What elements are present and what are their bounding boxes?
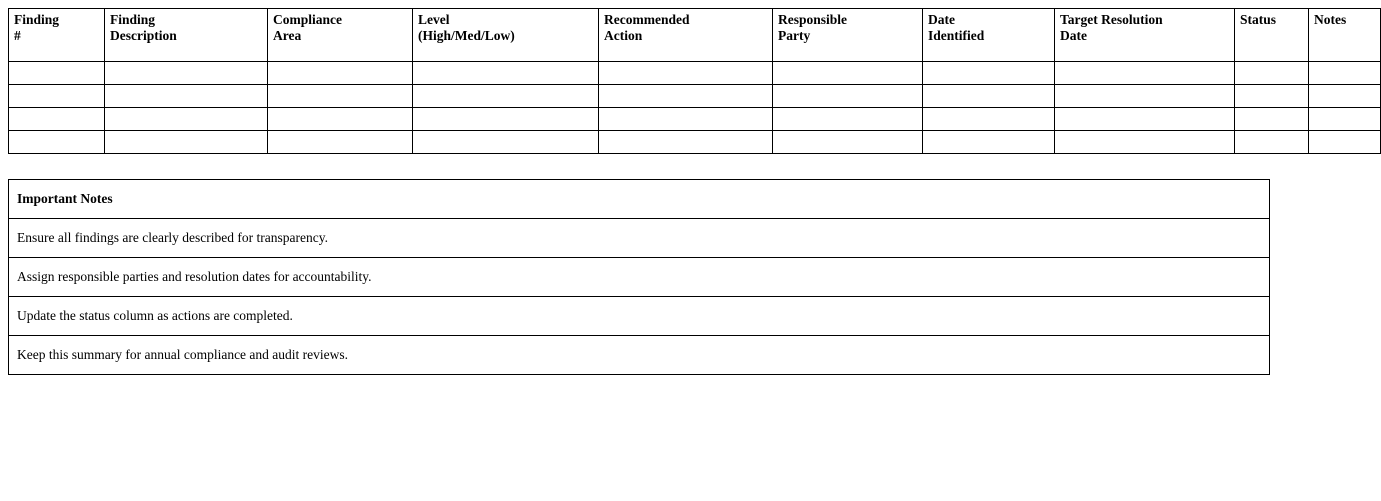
cell-target-resolution-date[interactable] — [1055, 108, 1235, 131]
column-header-responsible-party — [773, 9, 923, 62]
cell-compliance-area[interactable] — [268, 108, 413, 131]
important-note-text: Assign responsible parties and resolution dates for accountability. — [9, 258, 1270, 297]
cell-responsible-party[interactable] — [773, 85, 923, 108]
cell-compliance-area[interactable] — [268, 85, 413, 108]
important-note-text: Ensure all findings are clearly described for transparency. — [9, 219, 1270, 258]
column-header-status — [1235, 9, 1309, 62]
header-line: Compliance — [273, 12, 342, 27]
header-line: (High/Med/Low) — [418, 27, 515, 43]
cell-level[interactable] — [413, 62, 599, 85]
cell-finding-description[interactable] — [105, 108, 268, 131]
column-header-notes — [1309, 9, 1381, 62]
cell-recommended-action[interactable] — [599, 62, 773, 85]
important-notes-header-row — [9, 180, 1270, 219]
important-note-text: Update the status column as actions are completed. — [9, 297, 1270, 336]
cell-date-identified[interactable] — [923, 85, 1055, 108]
important-note-text: Keep this summary for annual compliance and audit reviews. — [9, 336, 1270, 375]
cell-finding-number[interactable] — [9, 131, 105, 154]
cell-recommended-action[interactable] — [599, 85, 773, 108]
cell-target-resolution-date[interactable] — [1055, 62, 1235, 85]
table-row — [9, 62, 1381, 85]
important-notes-table — [8, 179, 1270, 375]
header-line: Status — [1240, 12, 1277, 27]
column-header-finding-description — [105, 9, 268, 62]
list-item — [9, 336, 1270, 375]
cell-responsible-party[interactable] — [773, 131, 923, 154]
cell-finding-description[interactable] — [105, 85, 268, 108]
column-header-target-resolution-date — [1055, 9, 1235, 62]
cell-target-resolution-date[interactable] — [1055, 131, 1235, 154]
list-item — [9, 297, 1270, 336]
table-row — [9, 131, 1381, 154]
header-line: Recommended — [604, 12, 690, 27]
header-line: Responsible — [778, 12, 848, 27]
findings-header-row — [9, 9, 1381, 62]
important-notes-head — [9, 180, 1270, 219]
header-line: Finding — [14, 12, 60, 27]
header-line: Action — [604, 27, 643, 43]
cell-responsible-party[interactable] — [773, 62, 923, 85]
header-line: Notes — [1314, 12, 1347, 27]
cell-recommended-action[interactable] — [599, 108, 773, 131]
cell-date-identified[interactable] — [923, 108, 1055, 131]
important-notes-body — [9, 219, 1270, 375]
cell-notes[interactable] — [1309, 131, 1381, 154]
cell-finding-number[interactable] — [9, 85, 105, 108]
header-line: Date — [928, 12, 955, 27]
header-line: Date — [1060, 27, 1087, 43]
column-header-date-identified — [923, 9, 1055, 62]
header-line: Target Resolution — [1060, 12, 1163, 27]
cell-target-resolution-date[interactable] — [1055, 85, 1235, 108]
column-header-recommended-action — [599, 9, 773, 62]
cell-date-identified[interactable] — [923, 62, 1055, 85]
cell-responsible-party[interactable] — [773, 108, 923, 131]
cell-finding-description[interactable] — [105, 131, 268, 154]
cell-notes[interactable] — [1309, 62, 1381, 85]
cell-level[interactable] — [413, 108, 599, 131]
cell-finding-number[interactable] — [9, 108, 105, 131]
table-row — [9, 85, 1381, 108]
cell-finding-description[interactable] — [105, 62, 268, 85]
cell-finding-number[interactable] — [9, 62, 105, 85]
cell-recommended-action[interactable] — [599, 131, 773, 154]
header-line: Level — [418, 12, 450, 27]
column-header-level — [413, 9, 599, 62]
cell-level[interactable] — [413, 85, 599, 108]
header-line: Area — [273, 27, 302, 43]
cell-notes[interactable] — [1309, 108, 1381, 131]
important-notes-title: Important Notes — [9, 180, 1270, 219]
column-header-finding-number — [9, 9, 105, 62]
cell-status[interactable] — [1235, 62, 1309, 85]
cell-compliance-area[interactable] — [268, 62, 413, 85]
cell-status[interactable] — [1235, 108, 1309, 131]
cell-compliance-area[interactable] — [268, 131, 413, 154]
header-line: Description — [110, 27, 177, 43]
header-line: Party — [778, 27, 811, 43]
findings-table-head — [9, 9, 1381, 62]
header-line: Identified — [928, 27, 985, 43]
column-header-compliance-area — [268, 9, 413, 62]
findings-table — [8, 8, 1381, 154]
table-row — [9, 108, 1381, 131]
header-line: # — [14, 27, 21, 43]
header-line: Finding — [110, 12, 156, 27]
cell-date-identified[interactable] — [923, 131, 1055, 154]
cell-notes[interactable] — [1309, 85, 1381, 108]
list-item — [9, 258, 1270, 297]
findings-table-body — [9, 62, 1381, 154]
cell-status[interactable] — [1235, 85, 1309, 108]
cell-status[interactable] — [1235, 131, 1309, 154]
cell-level[interactable] — [413, 131, 599, 154]
list-item — [9, 219, 1270, 258]
